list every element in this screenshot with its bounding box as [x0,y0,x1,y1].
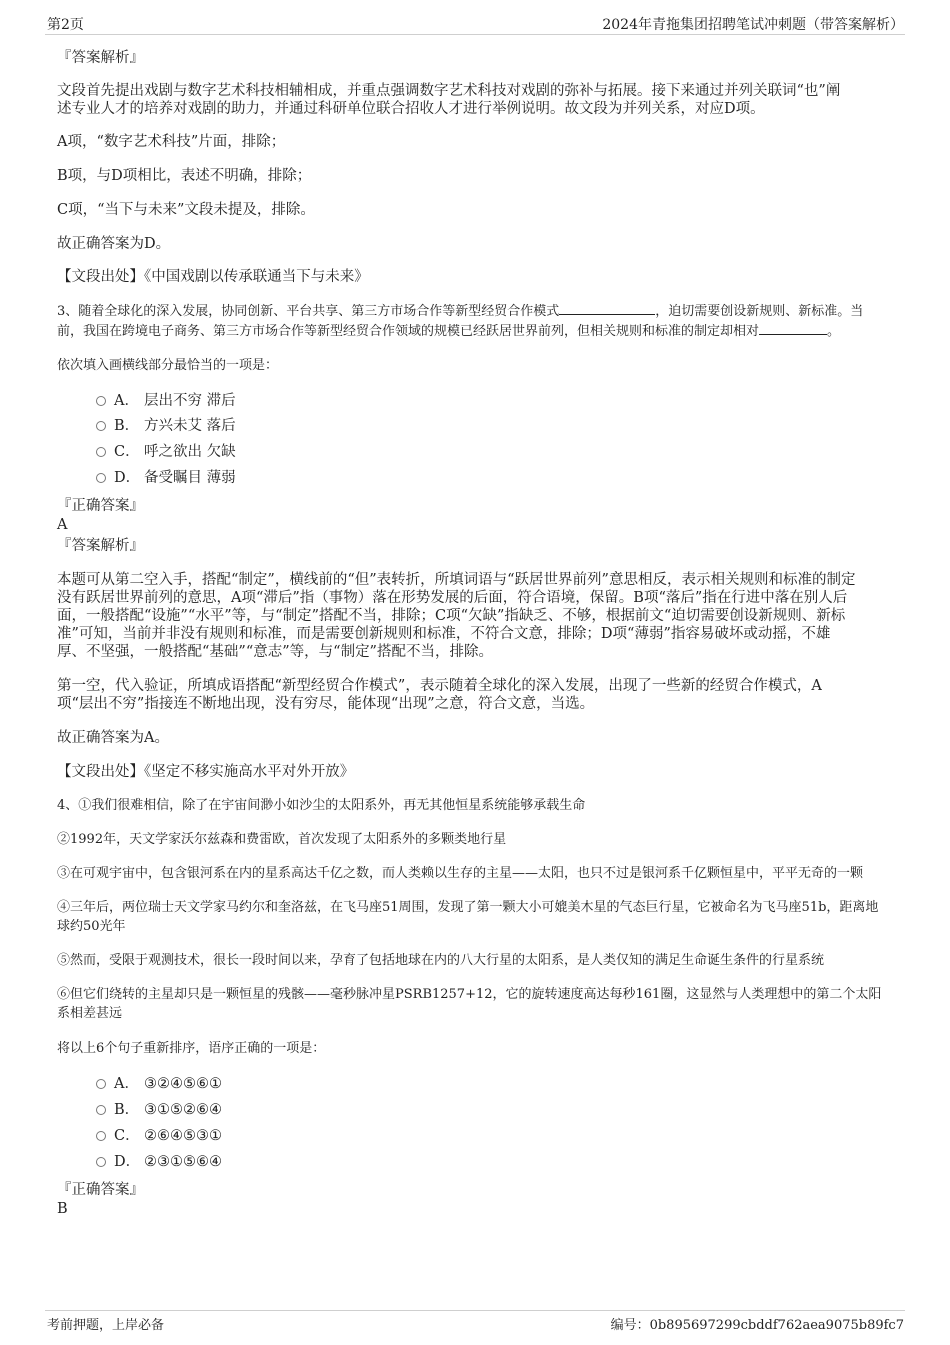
q4-option-b[interactable]: B． ③①⑤②⑥④ [96,1101,222,1119]
q3-blank-1 [559,302,655,315]
footer-divider [45,1310,905,1311]
q4-option-c[interactable]: C． ②⑥④⑤③① [96,1127,222,1145]
q4-sentence-1: 4、①我们很难相信，除了在宇宙间渺小如沙尘的太阳系外，再无其他恒星系统能够承载生命 [57,798,586,813]
q3-analysis-line: 项“层出不穷”指接连不断地出现，没有穷尽，能体现“出现”之意，符合文意，当选。 [57,696,595,712]
q4-sentence-5: ⑤然而，受限于观测技术，很长一段时间以来，孕育了包括地球在内的八大行星的太阳系，是人类仅知的满足生命诞生条件的行星系统 [57,953,825,968]
q4-sentence-3: ③在可观宇宙中，包含银河系在内的星系高达千亿之数，而人类赖以生存的主星——太阳，也只不过是银河系千亿颗恒星中，平平无奇的一颗 [57,866,864,881]
q3-answer: A [57,517,68,533]
radio-icon[interactable] [96,1131,106,1141]
q4-option-a[interactable]: A． ③②④⑤⑥① [96,1075,222,1093]
q4-sentence-4-line-1: ④三年后，两位瑞士天文学家马约尔和奎洛兹，在飞马座51周围，发现了第一颗大小可媲美木星的气态巨行星，它被命名为飞马座51b，距离地 [57,900,879,915]
q4-answer: B [57,1201,68,1217]
q4-sentence-6-line-2: 系相差甚远 [57,1006,123,1021]
q2-note-b: B项，与D项相比，表述不明确，排除； [57,168,312,184]
q3-option-a[interactable]: A． 层出不穷 滞后 [96,392,236,410]
q3-analysis-line: 没有跃居世界前列的意思，A项“滞后”指（事物）落在形势发展的后面，符合语境，保留。B项“落后”指在行进中落在别人后 [57,590,848,606]
q3-stem-text-1a: 3、随着全球化的深入发展，协同创新、平台共享、第三方市场合作等新型经贸合作模式 [57,304,560,319]
q4-sentence-6-line-1: ⑥但它们绕转的主星却只是一颗恒星的残骸——毫秒脉冲星PSRB1257+12，它的旋转速度高达每秒161圈，这显然与人类理想中的第二个太阳 [57,987,882,1002]
radio-icon[interactable] [96,447,106,457]
q3-analysis-heading: 『答案解析』 [57,538,144,554]
radio-icon[interactable] [96,473,106,483]
page-number: 第2页 [47,17,84,33]
q2-conclusion: 故正确答案为D。 [57,236,171,252]
q3-stem-line-2 [57,322,893,341]
q2-analysis-heading: 『答案解析』 [57,50,144,66]
footer-slogan: 考前押题，上岸必备 [47,1318,165,1333]
radio-icon[interactable] [96,396,106,406]
header-divider [45,34,905,35]
q4-answer-heading: 『正确答案』 [57,1182,144,1198]
radio-icon[interactable] [96,1105,106,1115]
q4-sentence-4-line-2: 球约50光年 [57,919,126,934]
q3-conclusion: 故正确答案为A。 [57,730,169,746]
q3-source: 【文段出处】《坚定不移实施高水平对外开放》 [57,764,355,780]
document-title: 2024年青拖集团招聘笔试冲刺题（带答案解析） [602,17,904,33]
q3-analysis-line: 第一空，代入验证，所填成语搭配“新型经贸合作模式”，表示随着全球化的深入发展，出现了一些新的经贸合作模式，A [57,678,822,694]
q2-note-c: C项，“当下与未来”文段未提及，排除。 [57,202,315,218]
q3-stem-line-1 [57,302,893,321]
q3-option-d[interactable]: D． 备受瞩目 薄弱 [96,469,236,487]
q4-sentence-2: ②1992年，天文学家沃尔兹森和费雷欧，首次发现了太阳系外的多颗类地行星 [57,832,507,847]
q2-analysis-line-1: 文段首先提出戏剧与数字艺术科技相辅相成，并重点强调数字艺术科技对戏剧的弥补与拓展。接下来通过并列关联词“也”阐 [57,83,841,99]
q3-stem-text-2b: 。 [827,324,841,339]
q2-analysis-line-2: 述专业人才的培养对戏剧的助力，并通过科研单位联合招收人才进行举例说明。故文段为并列关系，对应D项。 [57,101,765,117]
q3-analysis-line: 面，一般搭配“设施”“水平”等，与“制定”搭配不当，排除；C项“欠缺”指缺乏、不够，根据前文“迫切需要创设新规则、新标 [57,608,846,624]
q3-blank-2 [759,322,827,335]
q3-option-c[interactable]: C． 呼之欲出 欠缺 [96,443,236,461]
q3-stem-text-2a: 前，我国在跨境电子商务、第三方市场合作等新型经贸合作领域的规模已经跃居世界前列，但相关规则和标准的制定却相对 [57,324,760,339]
q2-note-a: A项，“数字艺术科技”片面，排除； [57,134,286,150]
radio-icon[interactable] [96,1079,106,1089]
q3-answer-heading: 『正确答案』 [57,498,144,514]
radio-icon[interactable] [96,1157,106,1167]
q3-analysis-line: 厚、不坚强，一般搭配“基础”“意志”等，与“制定”搭配不当，排除。 [57,644,493,660]
radio-icon[interactable] [96,421,106,431]
q4-option-d[interactable]: D． ②③①⑤⑥④ [96,1153,222,1171]
q3-analysis-line: 准”可知，当前并非没有规则和标准，而是需要创新规则和标准，不符合文意，排除；D项“薄弱”指容易破坏或动摇，不雄 [57,626,831,642]
q3-prompt: 依次填入画横线部分最恰当的一项是： [57,358,279,373]
document-id: 编号：0b895697299cbddf762aea9075b89fc7 [610,1318,904,1333]
q3-stem-text-1b: ，迫切需要创设新规则、新标准。当 [655,304,864,319]
q2-source: 【文段出处】《中国戏剧以传承联通当下与未来》 [57,269,369,285]
q3-analysis-line: 本题可从第二空入手，搭配“制定”，横线前的“但”表转折，所填词语与“跃居世界前列”意思相反，表示相关规则和标准的制定 [57,572,856,588]
q4-prompt: 将以上6个句子重新排序，语序正确的一项是： [57,1041,326,1056]
q3-option-b[interactable]: B． 方兴未艾 落后 [96,417,236,435]
